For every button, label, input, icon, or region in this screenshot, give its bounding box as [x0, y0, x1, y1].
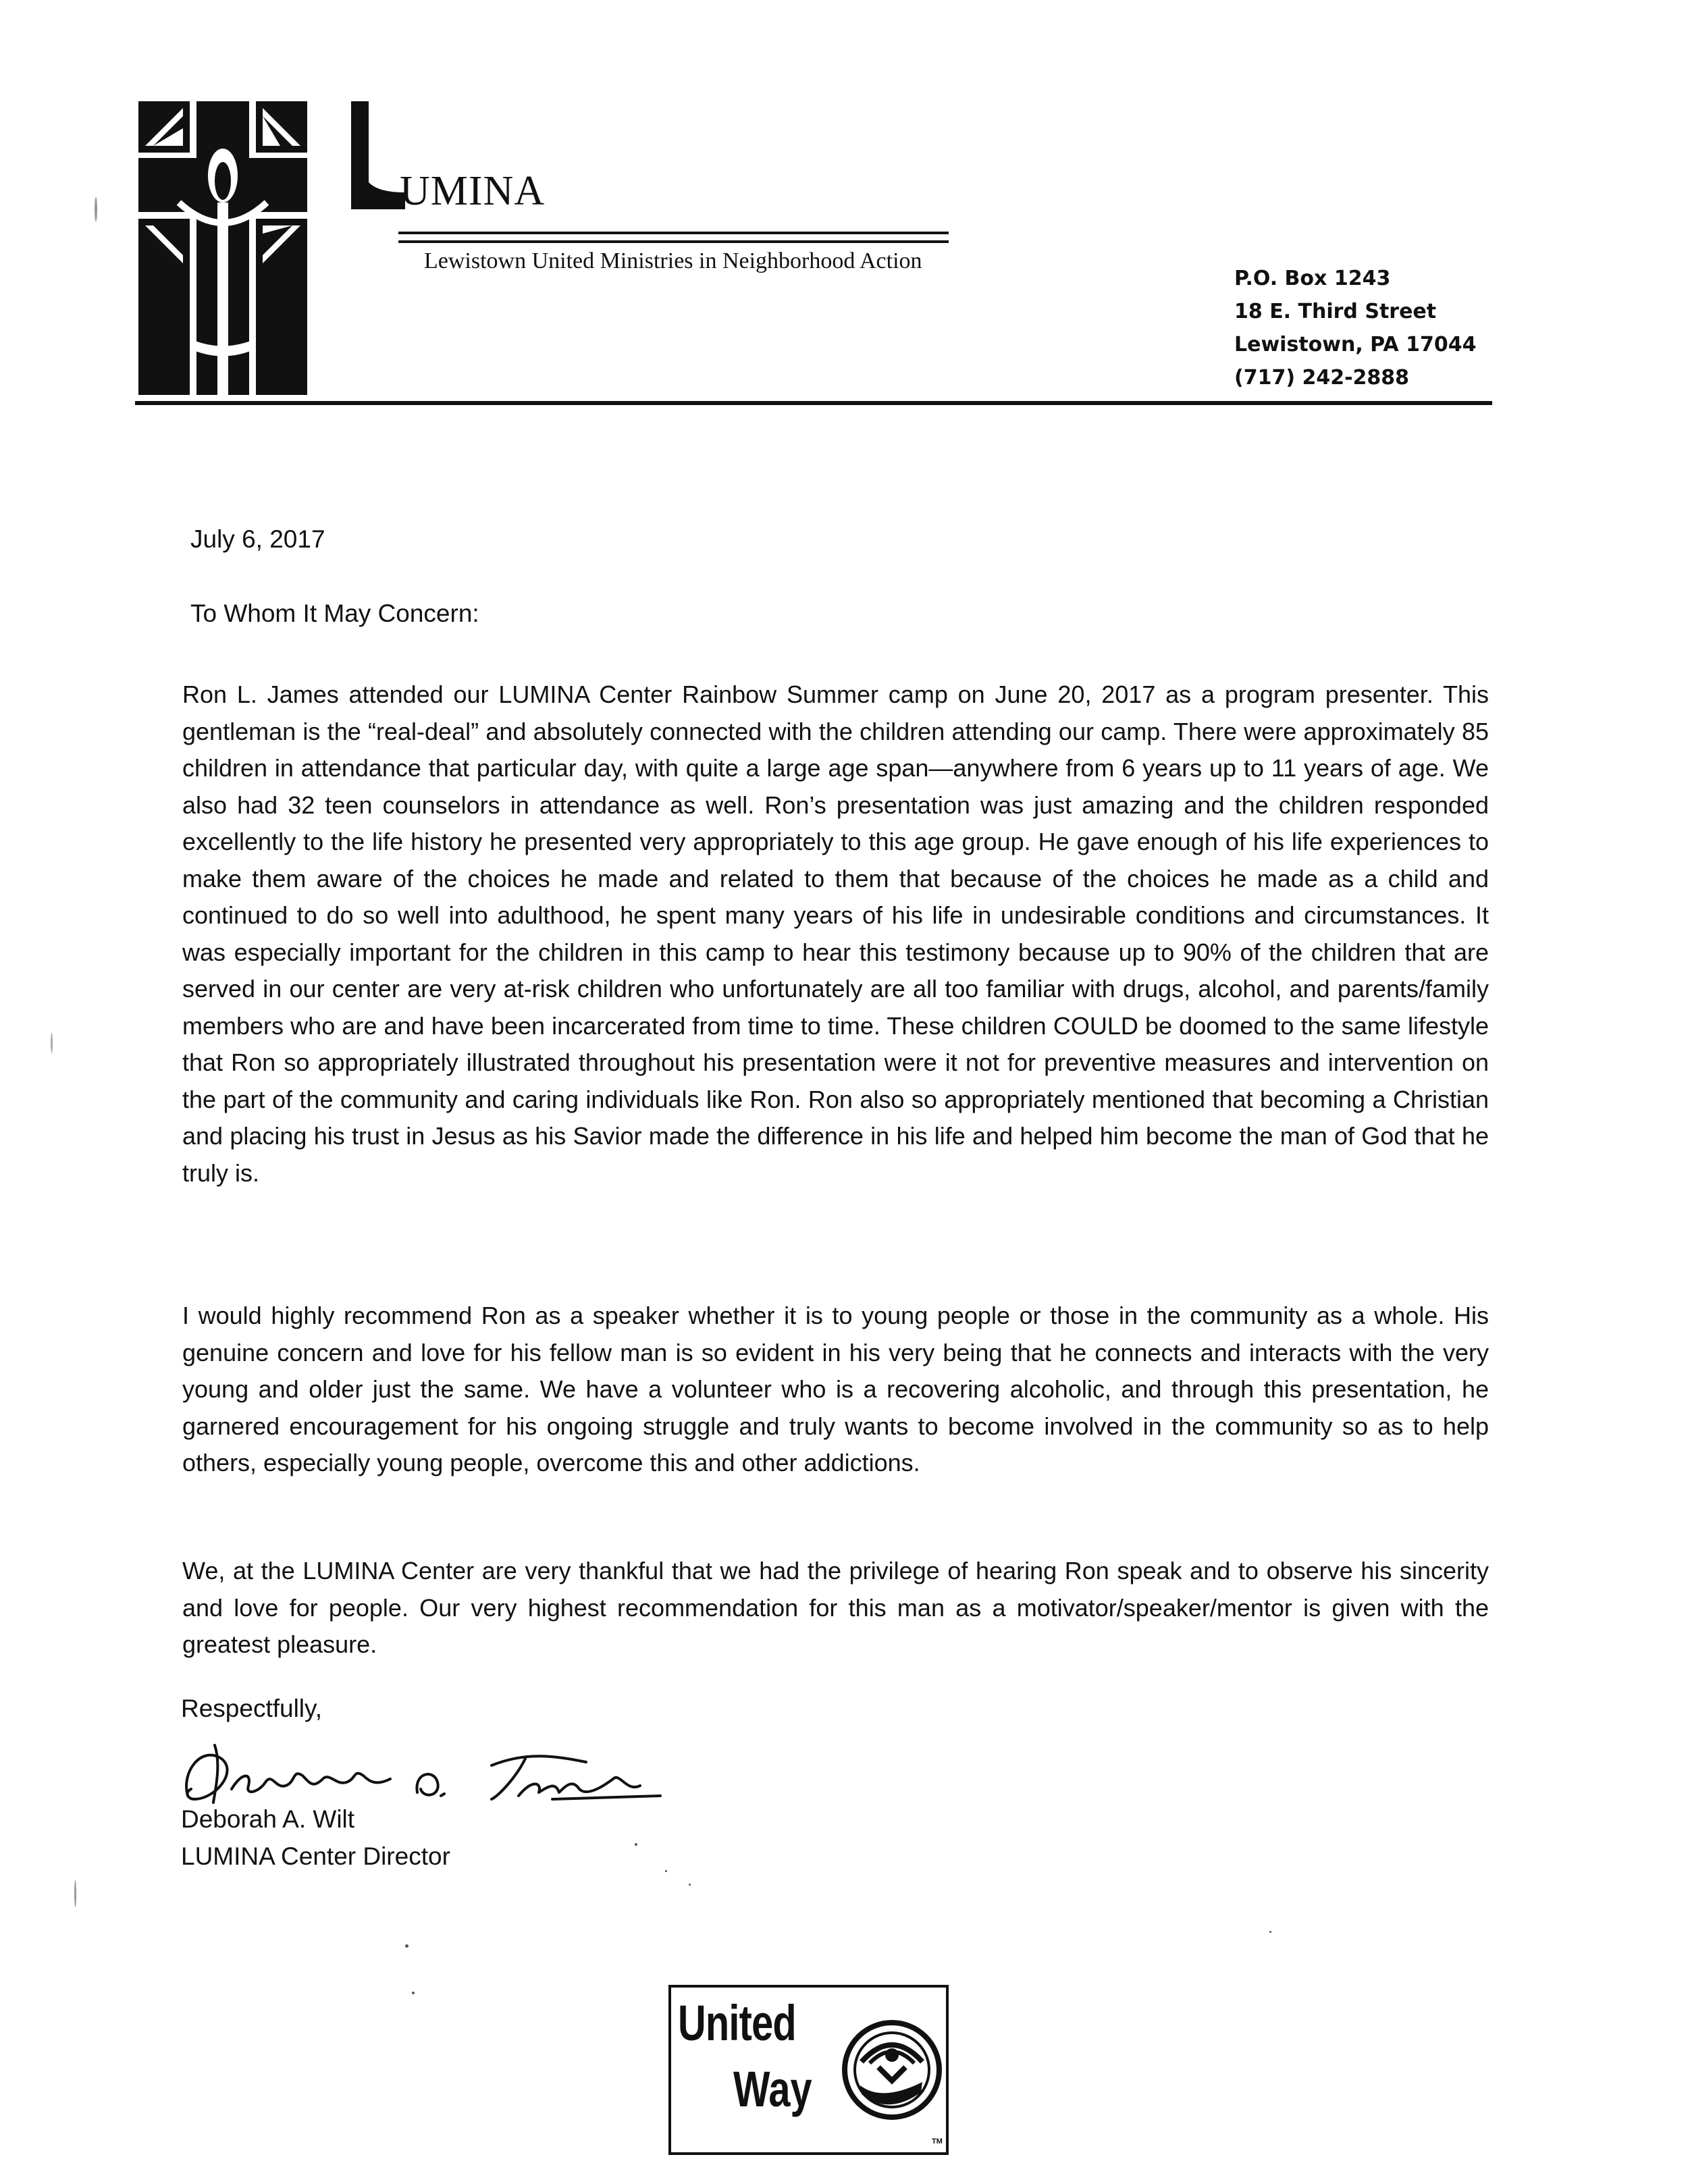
- address-line: Lewistown, PA 17044: [1234, 333, 1477, 356]
- closing: Respectfully,: [181, 1695, 323, 1722]
- scan-mark: [405, 1944, 408, 1948]
- address-line: (717) 242-2888: [1234, 366, 1410, 390]
- scan-mark: [665, 1870, 667, 1872]
- signer-title: LUMINA Center Director: [181, 1842, 450, 1870]
- scan-mark: [412, 1992, 415, 1994]
- handwritten-signature: [174, 1732, 701, 1813]
- signer-name: Deborah A. Wilt: [181, 1805, 355, 1833]
- scan-mark: [1269, 1931, 1271, 1933]
- trademark-mark: TM: [932, 2137, 943, 2146]
- scan-mark: [689, 1884, 691, 1886]
- org-full-name: Lewistown United Ministries in Neighborhood Action: [424, 248, 922, 273]
- united-way-word-way: Way: [733, 2061, 812, 2117]
- united-way-logo: [668, 1985, 949, 2155]
- body-paragraph: We, at the LUMINA Center are very thankful that we had the privilege of hearing Ron speak and to observe his sincerity and love for people. Our very highest recommendation for this man as a motivator/speaker/mentor is given with the greatest pleasure.: [182, 1557, 1489, 1658]
- scan-mark: [635, 1843, 637, 1846]
- address-line: P.O. Box 1243: [1234, 267, 1391, 290]
- org-name: [400, 167, 545, 215]
- scan-mark: [51, 1033, 53, 1053]
- letterhead-rule: [398, 232, 949, 234]
- address-line: 18 E. Third Street: [1234, 300, 1437, 323]
- body-paragraph: I would highly recommend Ron as a speaker whether it is to young people or those in the community as a whole. His genuine concern and love for his fellow man is so evident in his very being that he connects and interacts with the very young and older just the same. We have a volunteer who is a recovering alcoholic, and through this presentation, he garnered encouragement for his ongoing struggle and truly wants to become involved in the community so as to help others, especially young people, overcome this and other addictions.: [182, 1302, 1489, 1476]
- letterhead-rule: [398, 240, 949, 243]
- salutation: To Whom It May Concern:: [190, 600, 479, 627]
- body-paragraph: Ron L. James attended our LUMINA Center Rainbow Summer camp on June 20, 2017 as a program presenter. This gentleman is the “real-deal” and absolutely connected with the children attending our camp. There were approximately 85 children in attendance that particular day, with quite a large age span—anywhere from 6 years up to 11 years of age. We also had 32 teen counselors in attendance as well. Ron’s presentation was just amazing and the children responded excellently to the life history he presented very appropriately to this age group. He gave enough of his life experiences to make them aware of the choices he made and related to them that because of the choices he made as a child and continued to do so well into adulthood, he spent many years of his life in undesirable conditions and circumstances. It was especially important for the children in this camp to hear this testimony because up to 90% of the children that are served in our center are very at-risk children who unfortunately are all too familiar with drugs, alcohol, and parents/family members who are and have been incarcerated from time to time. These children COULD be doomed to the same lifestyle that Ron so appropriately illustrated throughout his presentation were it not for preventive measures and intervention on the part of the community and caring individuals like Ron. Ron also so appropriately mentioned that becoming a Christian and placing his trust in Jesus as his Savior made the difference in his life and helped him become the man of God that he truly is.: [182, 681, 1489, 1187]
- header-divider: [135, 401, 1492, 405]
- lumina-candle-cross-icon: [138, 101, 307, 395]
- org-address: [1234, 262, 1476, 394]
- scan-mark: [95, 197, 97, 221]
- lumina-initial-letter: [351, 101, 405, 209]
- scan-mark: [74, 1880, 76, 1907]
- letter-date: July 6, 2017: [190, 525, 325, 553]
- united-way-hand-person-rainbow-icon: [841, 2015, 943, 2126]
- united-way-word-united: United: [678, 1995, 796, 2051]
- org-name-rest: UMINA: [400, 168, 546, 214]
